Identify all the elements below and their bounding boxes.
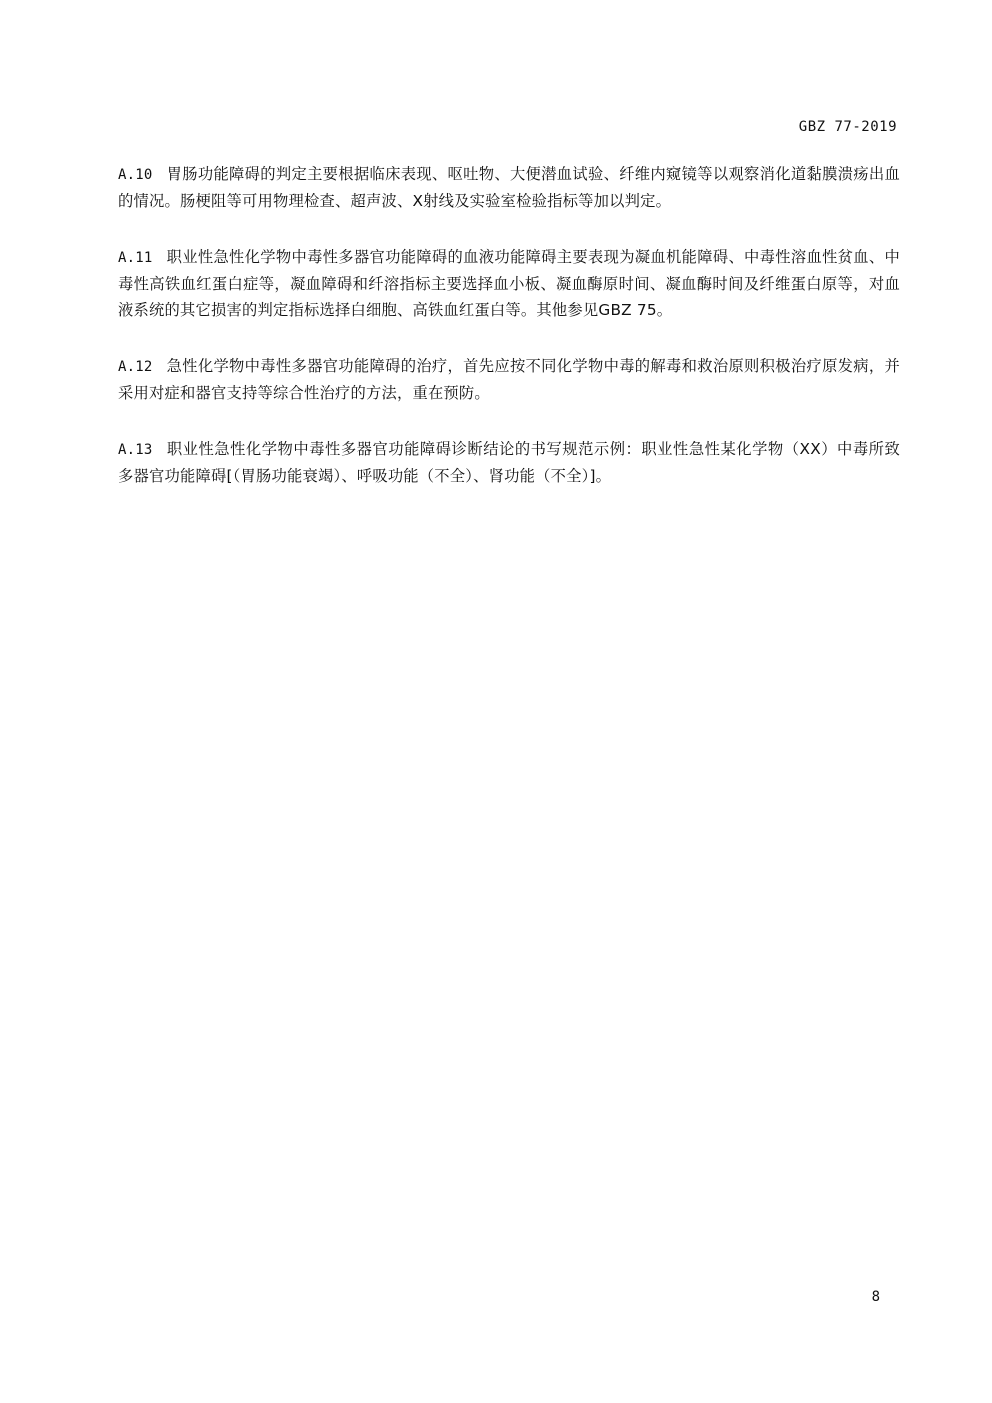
clause-number: A.13: [118, 442, 153, 458]
document-body: [118, 161, 900, 519]
clause-text: 急性化学物中毒性多器官功能障碍的治疗，首先应按不同化学物中毒的解毒和救治原则积极治疗原发病，并采用对症和器官支持等综合性治疗的方法，重在预防。: [118, 357, 900, 402]
clause-text: 胃肠功能障碍的判定主要根据临床表现、呕吐物、大便潜血试验、纤维内窥镜等以观察消化道黏膜溃疡出血的情况。肠梗阻等可用物理检查、超声波、X射线及实验室检验指标等加以判定。: [118, 165, 900, 210]
clause-a11: [118, 244, 900, 323]
clause-a13: [118, 436, 900, 489]
clause-a10: [118, 161, 900, 214]
page-number: 8: [871, 1289, 880, 1305]
clause-a12: [118, 353, 900, 406]
standard-code-header: GBZ 77-2019: [798, 119, 897, 135]
clause-number: A.11: [118, 250, 153, 266]
clause-text: 职业性急性化学物中毒性多器官功能障碍诊断结论的书写规范示例：职业性急性某化学物（XX）中毒所致多器官功能障碍[（胃肠功能衰竭）、呼吸功能（不全）、肾功能（不全）]。: [118, 440, 900, 485]
clause-number: A.12: [118, 359, 153, 375]
clause-number: A.10: [118, 167, 153, 183]
clause-text: 职业性急性化学物中毒性多器官功能障碍的血液功能障碍主要表现为凝血机能障碍、中毒性溶血性贫血、中毒性高铁血红蛋白症等，凝血障碍和纤溶指标主要选择血小板、凝血酶原时间、凝血酶时间及纤维蛋白原等，对血液系统的其它损害的判定指标选择白细胞、高铁血红蛋白等。其他参见GBZ 75。: [118, 248, 900, 319]
